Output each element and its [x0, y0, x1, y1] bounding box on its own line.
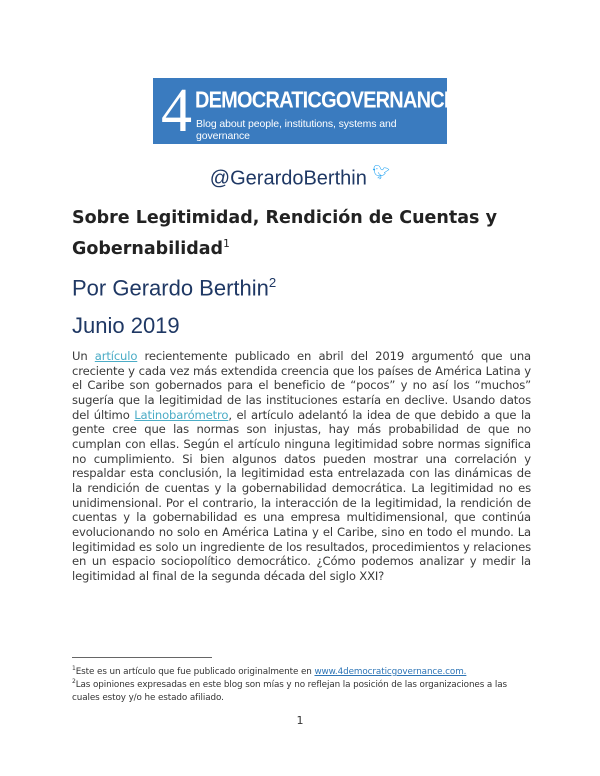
footnote-text: Las opiniones expresadas en este blog son mías y no reflejan la posición de las organizaciones a las cuales estoy y/o he estado afiliado.: [72, 679, 508, 703]
footnote-separator: [72, 657, 212, 658]
footnote-number: 1: [72, 665, 76, 672]
blog-url-link[interactable]: www.4democraticgovernance.com.: [314, 666, 467, 677]
blog-logo: [153, 77, 457, 145]
footnote-text: Este es un artículo que fue publicado originalmente en: [75, 666, 315, 677]
body-text: recientemente publicado en abril del 2019 argumentó que una creciente y cada vez más extendida creencia que los países de América Latina y el Caribe son gobernados para el beneficio de “pocos” y no así los “muchos” sugería que la legitimidad de las instituciones estaría en declive. Usando datos del último: [72, 349, 531, 422]
latinobarometro-link[interactable]: Latinobarómetro: [134, 407, 229, 422]
logo-name: DEMOCRATICGOVERNANCE: [195, 88, 457, 114]
articulo-link[interactable]: artículo: [94, 349, 138, 363]
author-line: [72, 275, 276, 301]
document-title: [72, 205, 542, 262]
body-text: Un: [72, 349, 95, 363]
document-date: Junio 2019: [72, 313, 180, 338]
body-paragraph: [72, 349, 531, 584]
handle-text: @GerardoBerthin: [209, 167, 367, 190]
footnote-ref-1: 1: [223, 238, 230, 250]
twitter-handle: [0, 164, 600, 191]
logo-numeral: 4: [161, 77, 192, 145]
footnote-2: [72, 675, 534, 705]
body-text: , el artículo adelantó la idea de que debido a que la gente cree que las normas son injustas, hay más probabilidad de que no cumplan con ellas. Según el artículo ninguna legitimidad sobre normas significa no cumplimiento. Si bien algunos datos pueden mostrar una correlación y respaldar esta conclusión, la legitimidad esta entrelazada con las dinámicas de la rendición de cuentas y la gobernabilidad democrática. La legitimidad no es unidimensional. Por el contrario, la interacción de la legitimidad, la rendición de cuentas y la gobernabilidad es una empresa multidimensional, que continúa evolucionando no solo en América Latina y el Caribe, sino en todo el mundo. La legitimidad es solo un ingrediente de los resultados, procedimientos y relaciones en un espacio sociopolítico democrático. ¿Cómo podemos analizar y medir la legitimidad al final de la segunda década del siglo XXI?: [72, 407, 531, 583]
footnote-ref-2: 2: [268, 275, 277, 290]
footnote-number: 2: [72, 678, 76, 685]
page-number: 1: [296, 714, 304, 727]
twitter-bird-icon: 🐦︎: [372, 164, 391, 180]
logo-tagline: Blog about people, institutions, systems and governance: [196, 118, 397, 142]
author-text: Por Gerardo Berthin: [72, 275, 269, 301]
title-text: Sobre Legitimidad, Rendición de Cuentas y Gobernabilidad: [72, 208, 497, 259]
